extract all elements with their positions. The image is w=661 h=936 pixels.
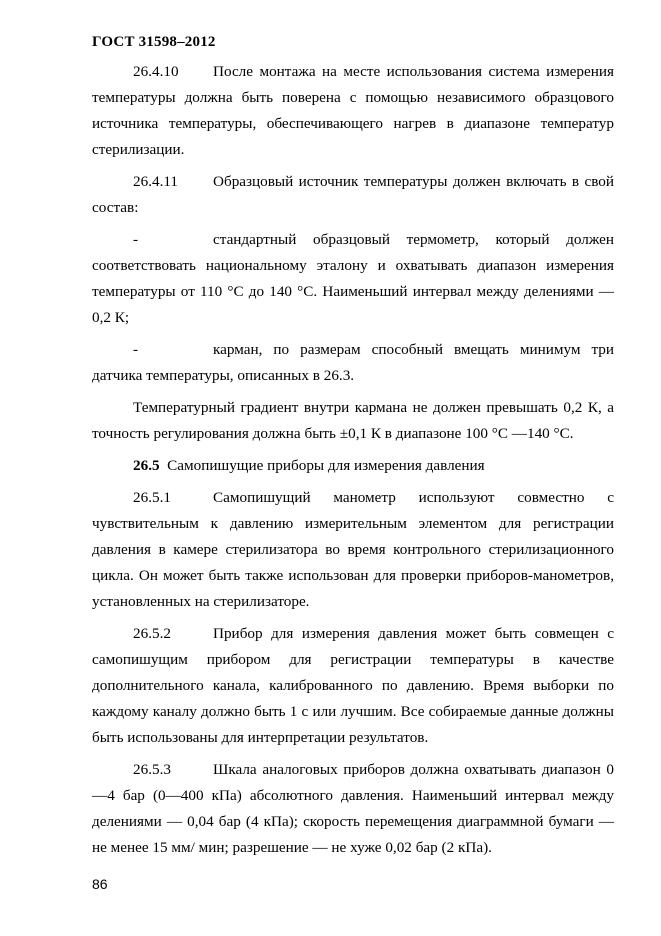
paragraph-26-5-2 [92,621,614,751]
paragraph-26-5-1 [92,485,614,615]
list-item-pocket [92,337,614,389]
list-bullet: - [133,231,139,248]
paragraph-text: Самопишущий манометр используют совместно с чувствительным к давлению измерительным элементом для регистрации давления в камере стерилизатора во время контрольного стерилизационного цикла. Он может быть также использован для проверки приборов-манометров, установленных на стерилизаторе. [92,489,614,610]
clause-number: 26.4.10 [133,63,179,80]
paragraph-text: Прибор для измерения давления может быть совмещен с самопишущим прибором для регистрации температуры в качестве дополнительного канала, калиброванного по давлению. Время выборки по каждому каналу должно быть 1 с или лучшим. Все собираемые данные должны быть использованы для интерпретации результатов. [92,625,614,746]
clause-number: 26.4.11 [133,173,178,190]
paragraph-text: Температурный градиент внутри кармана не должен превышать 0,2 К, а точность регулирования должна быть ±0,1 К в диапазоне 100 °С —140 °С. [92,399,614,442]
paragraph-gradient [92,395,614,447]
section-number: 26.5 [133,457,160,474]
paragraph-26-4-10 [92,59,614,163]
standard-header: ГОСТ 31598–2012 [92,34,216,50]
paragraph-26-4-11 [92,169,614,221]
paragraph-text: Образцовый источник температуры должен включать в свой состав: [92,173,614,216]
clause-number: 26.5.2 [133,625,171,642]
paragraph-26-5-3 [92,757,614,861]
clause-number: 26.5.3 [133,761,171,778]
list-item-text: карман, по размерам способный вмещать минимум три датчика температуры, описанных в 26.3. [92,341,614,384]
section-heading-26-5 [92,453,614,479]
list-item-thermometer [92,227,614,331]
clause-number: 26.5.1 [133,489,171,506]
paragraph-text: После монтажа на месте использования система измерения температуры должна быть поверена с помощью независимого образцового источника температуры, обеспечивающего нагрев в диапазоне температур стерилизации. [92,63,614,158]
document-body [92,59,614,861]
section-title: Самопишущие приборы для измерения давления [167,457,485,474]
list-bullet: - [133,341,139,358]
page-number: 86 [92,876,108,892]
list-item-text: стандартный образцовый термометр, который должен соответствовать национальному эталону и охватывать диапазон измерения температуры от 110 °С до 140 °С. Наименьший интервал между делениями — 0,2 К; [92,231,614,326]
paragraph-text: Шкала аналоговых приборов должна охватывать диапазон 0—4 бар (0—400 кПа) абсолютного давления. Наименьший интервал между делениями — 0,04 бар (4 кПа); скорость перемещения диаграммной бумаги — не менее 15 мм/ мин; разрешение — не хуже 0,02 бар (2 кПа). [92,761,614,856]
